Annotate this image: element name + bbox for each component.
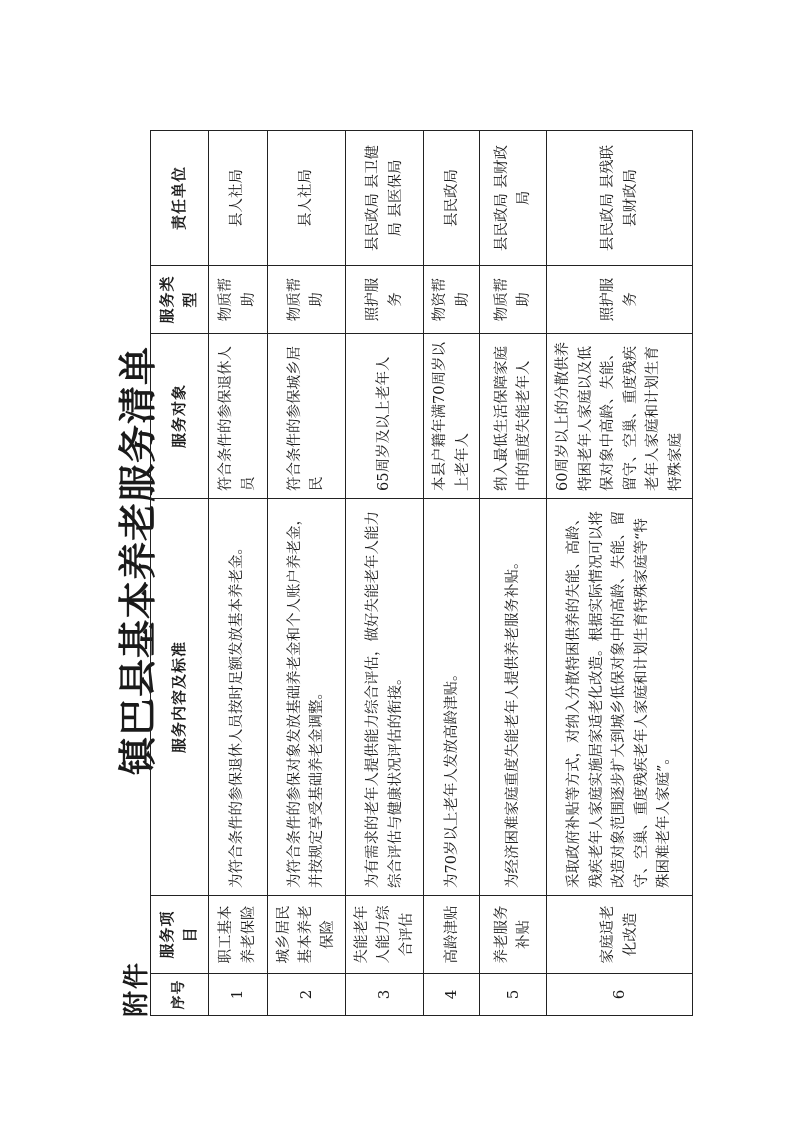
- row-content: 为符合条件的参保对象发放基础养老金和个人账户养老金，并按规定享受基础养老金调整。: [267, 499, 345, 896]
- row-content: 为有需求的老年人提供能力综合评估，做好失能老年人能力综合评估与健康状况评估的衔接。: [345, 499, 423, 896]
- table-row: [480, 131, 547, 1016]
- row-content: 为70岁以上老年人发放高龄津贴。: [424, 499, 480, 896]
- row-content: 采取政府补贴等方式，对纳入分散特困供养的失能、高龄、残疾老年人家庭实施居家适老化改造。根据实际情况可以将改造对象范围逐步扩大到城乡低保对象中的高龄、失能、留守、空巢、重度残疾老年人家庭和计划生育特殊家庭等“特殊困难老年人家庭”。: [547, 499, 693, 896]
- row-target: 符合条件的参保城乡居民: [267, 334, 345, 499]
- row-item: 失能老年人能力综合评估: [345, 896, 423, 974]
- attachment-label: 附件: [122, 960, 152, 1017]
- header-department: 责任单位: [151, 131, 209, 266]
- row-item: 养老服务补贴: [480, 896, 547, 974]
- row-item: 高龄津贴: [424, 896, 480, 974]
- table-header-row: [151, 131, 209, 1016]
- service-list-table: [150, 130, 693, 1016]
- row-number: 2: [267, 974, 345, 1016]
- table-row: [424, 131, 480, 1016]
- row-item: 家庭适老化改造: [547, 896, 693, 974]
- header-content: 服务内容及标准: [151, 499, 209, 896]
- document-title: 镇巴县基本养老服务清单: [116, 346, 160, 776]
- row-department: 县民政局: [424, 131, 480, 266]
- row-content: 为符合条件的参保退休人员按时足额发放基本养老金。: [208, 499, 267, 896]
- row-number: 5: [480, 974, 547, 1016]
- row-target: 符合条件的参保退休人员: [208, 334, 267, 499]
- header-type: 服务类型: [151, 266, 209, 334]
- row-number: 1: [208, 974, 267, 1016]
- row-department: 县民政局 县财政局: [480, 131, 547, 266]
- row-target: 纳入最低生活保障家庭中的重度失能老年人: [480, 334, 547, 499]
- table-row: [267, 131, 345, 1016]
- row-type: 物质帮助: [480, 266, 547, 334]
- row-department: 县民政局 县卫健局 县医保局: [345, 131, 423, 266]
- table-row: [547, 131, 693, 1016]
- row-content: 为经济困难家庭重度失能老年人提供养老服务补贴。: [480, 499, 547, 896]
- row-type: 物质帮助: [208, 266, 267, 334]
- row-item: 城乡居民基本养老保险: [267, 896, 345, 974]
- row-number: 6: [547, 974, 693, 1016]
- table-row: [208, 131, 267, 1016]
- row-type: 物质帮助: [267, 266, 345, 334]
- row-number: 4: [424, 974, 480, 1016]
- row-target: 本县户籍年满70周岁以上老年人: [424, 334, 480, 499]
- row-number: 3: [345, 974, 423, 1016]
- row-department: 县民政局 县残联 县财政局: [547, 131, 693, 266]
- header-item: 服务项目: [151, 896, 209, 974]
- row-target: 65周岁及以上老年人: [345, 334, 423, 499]
- header-target: 服务对象: [151, 334, 209, 499]
- row-item: 职工基本养老保险: [208, 896, 267, 974]
- row-target: 60周岁以上的分散供养特困老年人家庭以及低保对象中高龄、失能、留守、空巢、重度残疾老年人家庭和计划生育特殊家庭: [547, 334, 693, 499]
- row-type: 照护服务: [345, 266, 423, 334]
- row-type: 照护服务: [547, 266, 693, 334]
- header-number: 序号: [151, 974, 209, 1016]
- table-row: [345, 131, 423, 1016]
- row-department: 县人社局: [208, 131, 267, 266]
- row-type: 物资帮助: [424, 266, 480, 334]
- row-department: 县人社局: [267, 131, 345, 266]
